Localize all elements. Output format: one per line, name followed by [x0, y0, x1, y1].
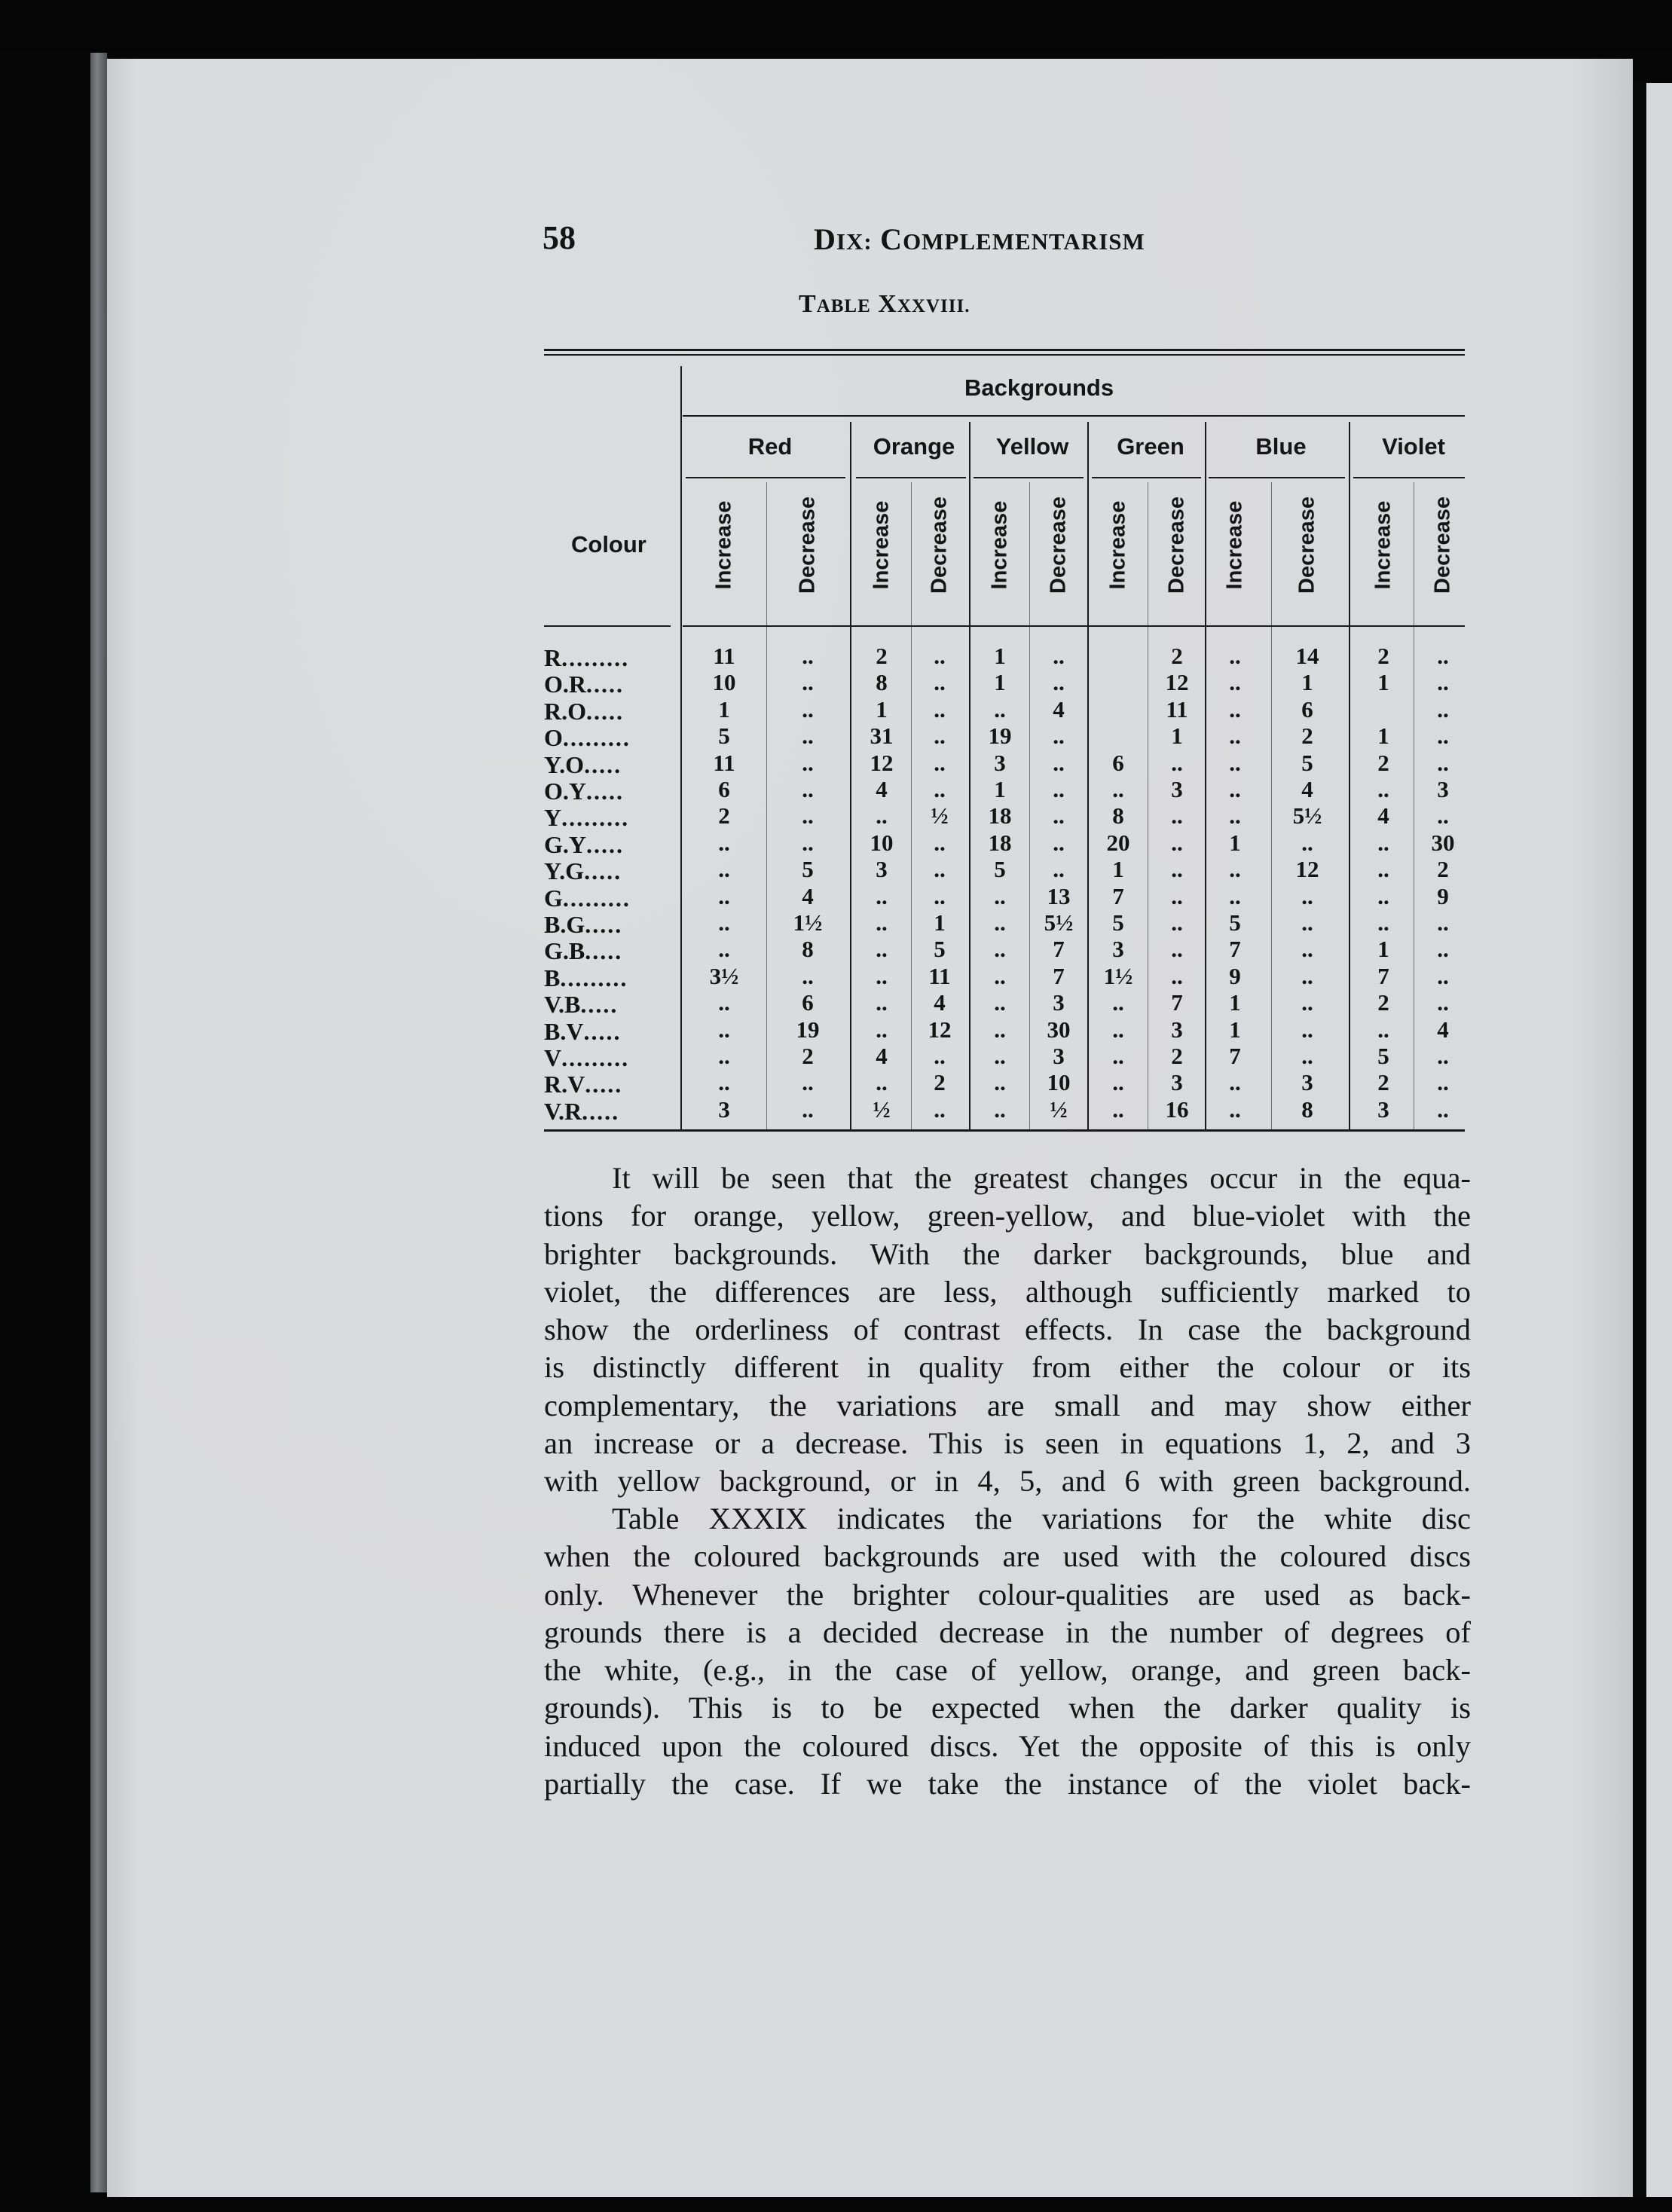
table-cell: 6 — [718, 776, 730, 802]
table-cell: 3 — [994, 749, 1006, 776]
table-cell: .. — [1301, 1016, 1313, 1043]
table-cell: 12 — [1165, 669, 1189, 696]
table-cell: .. — [876, 882, 888, 909]
table-cell: .. — [1437, 1043, 1449, 1069]
subheader-decrease: Decrease — [927, 496, 952, 594]
table-cell: .. — [1112, 1095, 1124, 1123]
book-page — [107, 59, 1633, 2197]
table-cell: 7 — [1171, 989, 1183, 1016]
table-cell: .. — [1053, 776, 1065, 802]
background-violet: Violet — [1382, 433, 1445, 460]
table-cell: 1 — [1112, 856, 1124, 883]
table-cell: .. — [1171, 829, 1183, 856]
table-cell: 4 — [934, 989, 946, 1016]
text-line: the white, (e.g., in the case of yellow, orange, and green back- — [544, 1653, 1471, 1688]
table-cell: 5 — [1301, 749, 1313, 776]
subheader-decrease: Decrease — [1295, 496, 1319, 594]
table-cell: .. — [1053, 643, 1065, 669]
table-cell: .. — [1437, 723, 1449, 750]
paragraph-1 — [544, 1159, 1471, 1501]
table-cell: .. — [1437, 802, 1449, 830]
table-cell: 12 — [1295, 856, 1319, 883]
row-label: O.Y..... — [544, 778, 624, 805]
row-label: Y......... — [544, 804, 630, 832]
table-cell: .. — [802, 643, 814, 669]
table-cell: 10 — [1047, 1069, 1071, 1096]
table-cell: .. — [1229, 1069, 1241, 1096]
table-cell: .. — [994, 1095, 1006, 1123]
table-cell: .. — [1171, 962, 1183, 989]
table-cell: .. — [1437, 989, 1449, 1016]
table-cell: 6 — [1112, 749, 1124, 776]
table-cell: 7 — [1229, 936, 1241, 963]
table-cell: .. — [1171, 909, 1183, 936]
table-cell: .. — [802, 802, 814, 830]
table-cell: .. — [802, 829, 814, 856]
row-label: B.V..... — [544, 1017, 622, 1045]
table-cell: .. — [1171, 936, 1183, 963]
table-cell: 3 — [1171, 1016, 1183, 1043]
table-cell: 3 — [1171, 776, 1183, 802]
table-cell: 4 — [802, 882, 814, 909]
table-cell: 7 — [1112, 882, 1124, 909]
running-title: DIX: COMPLEMENTARISM — [814, 222, 1145, 256]
table-cell: .. — [1229, 856, 1241, 883]
subheader-increase: Increase — [1222, 500, 1247, 590]
table-cell: 1 — [1229, 829, 1241, 856]
group-divider — [1349, 422, 1350, 1130]
table-cell: .. — [718, 1069, 730, 1096]
table-cell: .. — [718, 856, 730, 883]
table-cell: .. — [1112, 989, 1124, 1016]
table-cell: ½ — [931, 802, 949, 830]
row-label: B.G..... — [544, 911, 623, 938]
background-green: Green — [1117, 433, 1184, 460]
table-cell: 2 — [934, 1069, 946, 1096]
table-cell: 4 — [876, 1043, 888, 1069]
table-cell: .. — [718, 882, 730, 909]
table-cell: 3 — [1053, 989, 1065, 1016]
text-line: an increase or a decrease. This is seen in equations 1, 2, and 3 — [544, 1426, 1471, 1461]
table-cell: 11 — [713, 643, 735, 669]
table-cell: 30 — [1431, 829, 1455, 856]
text-line: only. Whenever the brighter colour-qualities are used as back- — [544, 1577, 1471, 1612]
table-bottom-rule — [544, 1129, 1465, 1132]
row-label: G.Y..... — [544, 830, 624, 858]
table-cell: .. — [1377, 829, 1389, 856]
table-cell: .. — [994, 882, 1006, 909]
table-cell: 10 — [870, 829, 894, 856]
table-cell: .. — [934, 669, 946, 696]
table-cell: 7 — [1053, 962, 1065, 989]
table-cell: .. — [994, 909, 1006, 936]
text-line: partially the case. If we take the instance of the violet back- — [544, 1767, 1471, 1801]
table-cell: 4 — [1301, 776, 1313, 802]
table-cell: .. — [802, 695, 814, 723]
subheader-increase: Increase — [1371, 500, 1395, 590]
subheader-increase: Increase — [1105, 500, 1130, 590]
table-cell: 3 — [718, 1095, 730, 1123]
subheader-decrease: Decrease — [1046, 496, 1071, 594]
table-cell: .. — [1437, 909, 1449, 936]
table-cell: .. — [802, 749, 814, 776]
table-cell: 4 — [1053, 695, 1065, 723]
table-cell: 5½ — [1044, 909, 1074, 936]
row-label: R.V..... — [544, 1071, 623, 1098]
table-cell: 11 — [713, 749, 735, 776]
row-label: V.R..... — [544, 1097, 620, 1125]
subheader-decrease: Decrease — [795, 496, 820, 594]
table-cell: 5 — [802, 856, 814, 883]
background-yellow: Yellow — [995, 433, 1069, 460]
table-cell: 1 — [1377, 936, 1389, 963]
table-cell: 1 — [994, 643, 1006, 669]
text-line: grounds there is a decided decrease in the number of degrees of — [544, 1615, 1471, 1649]
table-cell: 7 — [1229, 1043, 1241, 1069]
table-cell: .. — [1112, 1016, 1124, 1043]
table-cell: 1½ — [793, 909, 823, 936]
subheader-decrease: Decrease — [1430, 496, 1455, 594]
row-label: R.O..... — [544, 697, 624, 725]
text-line: induced upon the coloured discs. Yet the opposite of this is only — [544, 1728, 1471, 1763]
table-cell: .. — [1053, 749, 1065, 776]
group-header: Backgrounds — [964, 374, 1114, 401]
table-cell: .. — [934, 882, 946, 909]
table-cell: .. — [994, 1069, 1006, 1096]
subheader-underline — [683, 625, 1465, 627]
table-cell: 2 — [1377, 749, 1389, 776]
table-cell: ½ — [873, 1095, 891, 1123]
row-label: Y.O..... — [544, 750, 622, 778]
table-cell: .. — [802, 669, 814, 696]
table-cell: .. — [1301, 936, 1313, 963]
subheader-decrease: Decrease — [1164, 496, 1189, 594]
table-cell: .. — [1229, 882, 1241, 909]
table-cell: 9 — [1437, 882, 1449, 909]
table-cell: 3 — [1053, 1043, 1065, 1069]
table-cell: 5½ — [1292, 802, 1322, 830]
table-cell: 16 — [1165, 1095, 1189, 1123]
table-cell: 11 — [1166, 695, 1188, 723]
table-cell: .. — [1437, 669, 1449, 696]
table-cell: .. — [1301, 909, 1313, 936]
table-cell: .. — [802, 1095, 814, 1123]
table-cell: .. — [934, 856, 946, 883]
table-cell: .. — [718, 829, 730, 856]
table-cell: 3 — [1437, 776, 1449, 802]
text-line: complementary, the variations are small and may show either — [544, 1388, 1471, 1422]
table-cell: .. — [718, 1043, 730, 1069]
table-cell: 9 — [1229, 962, 1241, 989]
stub-underline — [544, 625, 671, 627]
table-cell: 7 — [1377, 962, 1389, 989]
table-cell: 2 — [1171, 1043, 1183, 1069]
group-name-underline — [686, 477, 845, 478]
page-number: 58 — [543, 219, 576, 256]
table-cell: 1 — [1171, 723, 1183, 750]
row-label: G......... — [544, 884, 631, 912]
table-cell: .. — [1053, 669, 1065, 696]
table-cell: .. — [876, 909, 888, 936]
table-cell: .. — [802, 1069, 814, 1096]
table-cell: 1½ — [1103, 962, 1133, 989]
table-cell: 5 — [718, 723, 730, 750]
table-cell: 6 — [802, 989, 814, 1016]
table-cell: .. — [1229, 695, 1241, 723]
table-cell: .. — [876, 989, 888, 1016]
table-cell: 2 — [1377, 1069, 1389, 1096]
table-cell: 1 — [934, 909, 946, 936]
paragraph-2 — [544, 1500, 1471, 1803]
row-label: G.B..... — [544, 937, 623, 965]
table-cell: 5 — [1112, 909, 1124, 936]
background-red: Red — [747, 433, 793, 460]
table-cell: .. — [1377, 856, 1389, 883]
table-cell: 14 — [1295, 643, 1319, 669]
table-cell: 2 — [1437, 856, 1449, 883]
table-cell: .. — [876, 962, 888, 989]
table-cell: 1 — [1229, 1016, 1241, 1043]
table-cell: .. — [1053, 856, 1065, 883]
table-cell: .. — [1301, 989, 1313, 1016]
table-cell: .. — [1301, 962, 1313, 989]
table-cell: .. — [1437, 695, 1449, 723]
table-cell: .. — [994, 989, 1006, 1016]
table-cell: .. — [802, 776, 814, 802]
table-cell: 4 — [1377, 802, 1389, 830]
table-cell: .. — [1437, 1069, 1449, 1096]
table-cell: .. — [1377, 909, 1389, 936]
row-label: R......... — [544, 644, 630, 671]
table-cell: 5 — [934, 936, 946, 963]
row-label: O.R..... — [544, 671, 624, 698]
table-cell: 10 — [712, 669, 736, 696]
table-cell: .. — [1229, 643, 1241, 669]
table-cell: .. — [1171, 856, 1183, 883]
table-cell: 20 — [1106, 829, 1130, 856]
table-cell: 2 — [1301, 723, 1313, 750]
text-line: It will be seen that the greatest changes occur in the equa- — [612, 1161, 1471, 1195]
table-cell: 4 — [1437, 1016, 1449, 1043]
subheader-increase: Increase — [711, 500, 736, 590]
table-cell: 8 — [1112, 802, 1124, 830]
table-cell: .. — [1053, 723, 1065, 750]
row-label: O......... — [544, 724, 631, 752]
table-cell: ½ — [1050, 1095, 1068, 1123]
table-cell: 3 — [1112, 936, 1124, 963]
table-cell: 2 — [718, 802, 730, 830]
table-cell: 4 — [876, 776, 888, 802]
table-cell: 1 — [1377, 723, 1389, 750]
table-cell: .. — [1229, 776, 1241, 802]
table-cell: 3 — [876, 856, 888, 883]
table-cell: .. — [1229, 1095, 1241, 1123]
table-cell: .. — [1229, 723, 1241, 750]
background-orange: Orange — [873, 433, 955, 460]
table-cell: 8 — [802, 936, 814, 963]
table-cell: .. — [1377, 1016, 1389, 1043]
text-line: grounds). This is to be expected when the darker quality is — [544, 1691, 1471, 1725]
table-cell: 8 — [1301, 1095, 1313, 1123]
table-cell: 19 — [988, 723, 1012, 750]
stub-divider — [680, 366, 682, 1130]
table-cell: 3 — [1301, 1069, 1313, 1096]
table-cell: .. — [876, 936, 888, 963]
text-line: with yellow background, or in 4, 5, and 6 with green background. — [544, 1464, 1471, 1499]
table-cell: .. — [934, 643, 946, 669]
text-line: show the orderliness of contrast effects. In case the background — [544, 1312, 1471, 1347]
table-cell: .. — [802, 723, 814, 750]
table-cell: 30 — [1047, 1016, 1071, 1043]
table-cell: .. — [1377, 882, 1389, 909]
table-cell: 1 — [1377, 669, 1389, 696]
table-cell: 3 — [1377, 1095, 1389, 1123]
facing-page-edge — [1646, 83, 1672, 2212]
page-gutter — [1633, 83, 1646, 2212]
table-cell: .. — [1437, 936, 1449, 963]
table-cell: .. — [1171, 802, 1183, 830]
table-cell: 12 — [928, 1016, 952, 1043]
running-head — [543, 218, 1466, 271]
table-cell: .. — [1229, 749, 1241, 776]
subheader-increase: Increase — [869, 500, 894, 590]
table-cell: .. — [1112, 776, 1124, 802]
table-cell: 1 — [994, 669, 1006, 696]
table-cell: .. — [1301, 829, 1313, 856]
table-cell: .. — [1171, 749, 1183, 776]
table-cell: 6 — [1301, 695, 1313, 723]
table-cell: 2 — [1377, 989, 1389, 1016]
table-cell: .. — [802, 962, 814, 989]
table-cell: 13 — [1047, 882, 1071, 909]
table-cell: .. — [718, 989, 730, 1016]
book-binding — [90, 53, 107, 2192]
table-cell: .. — [1437, 749, 1449, 776]
subheader-increase: Increase — [987, 500, 1012, 590]
table-cell: 18 — [988, 802, 1012, 830]
table-cell: .. — [934, 723, 946, 750]
background-blue: Blue — [1255, 433, 1307, 460]
table-cell: .. — [994, 1043, 1006, 1069]
table-cell: 12 — [870, 749, 894, 776]
table-top-rule-2 — [544, 354, 1465, 356]
table-cell: 1 — [1301, 669, 1313, 696]
table-cell: .. — [718, 1016, 730, 1043]
table-cell: 5 — [994, 856, 1006, 883]
table-cell: .. — [934, 695, 946, 723]
row-header: Colour — [571, 531, 646, 558]
group-underline — [683, 415, 1465, 417]
text-line: tions for orange, yellow, green-yellow, and blue-violet with the — [544, 1199, 1471, 1233]
table-cell: .. — [1437, 962, 1449, 989]
table-cell: .. — [876, 1016, 888, 1043]
table-cell: .. — [1229, 802, 1241, 830]
table-cell: .. — [1377, 776, 1389, 802]
text-line: brighter backgrounds. With the darker backgrounds, blue and — [544, 1236, 1471, 1271]
table-cell: .. — [876, 1069, 888, 1096]
table-cell: 11 — [928, 962, 951, 989]
table-cell: .. — [934, 776, 946, 802]
table-cell: .. — [934, 1043, 946, 1069]
table-cell: 5 — [1229, 909, 1241, 936]
text-line: when the coloured backgrounds are used with the coloured discs — [544, 1539, 1471, 1574]
table-cell: 2 — [1377, 643, 1389, 669]
table-cell: .. — [1301, 1043, 1313, 1069]
table-cell: .. — [994, 936, 1006, 963]
table-cell: .. — [1112, 1043, 1124, 1069]
table-cell: .. — [1053, 829, 1065, 856]
scan-border-bottom — [0, 2197, 1672, 2212]
row-label: B......... — [544, 964, 628, 991]
row-label: Y.G..... — [544, 857, 622, 885]
table-cell: .. — [934, 749, 946, 776]
table-cell: 3 — [1171, 1069, 1183, 1096]
table-cell: 31 — [870, 723, 894, 750]
table-cell: .. — [934, 829, 946, 856]
table-cell: .. — [1229, 669, 1241, 696]
table-cell: .. — [1301, 882, 1313, 909]
table-cell: 1 — [876, 695, 888, 723]
row-label: V......... — [544, 1044, 630, 1071]
table-cell: .. — [1171, 882, 1183, 909]
table-cell: .. — [718, 909, 730, 936]
table-cell: 19 — [796, 1016, 820, 1043]
text-line: is distinctly different in quality from either the colour or its — [544, 1350, 1471, 1385]
table-cell: .. — [994, 695, 1006, 723]
column-divider — [1271, 482, 1272, 1130]
table-top-rule — [544, 349, 1465, 351]
row-label: V.B..... — [544, 991, 619, 1019]
table-cell: .. — [718, 936, 730, 963]
table-cell: 7 — [1053, 936, 1065, 963]
table-title: TABLE XXXVIII. — [799, 290, 970, 318]
table-cell: .. — [934, 1095, 946, 1123]
table-cell: 2 — [1171, 643, 1183, 669]
text-line: Table XXXIX indicates the variations for the white disc — [612, 1502, 1471, 1535]
table-cell: 8 — [876, 669, 888, 696]
table-cell: 1 — [994, 776, 1006, 802]
table-cell: 18 — [988, 829, 1012, 856]
table-cell: 1 — [718, 695, 730, 723]
table-cell: .. — [876, 802, 888, 830]
table-cell: .. — [1053, 802, 1065, 830]
table-cell: .. — [994, 1016, 1006, 1043]
table-cell: 1 — [1229, 989, 1241, 1016]
column-divider — [766, 482, 767, 1130]
table-cell: 5 — [1377, 1043, 1389, 1069]
table-cell: 3½ — [709, 962, 739, 989]
table-cell: .. — [1437, 1095, 1449, 1123]
table-cell: .. — [994, 962, 1006, 989]
table-cell: 2 — [802, 1043, 814, 1069]
text-line: violet, the differences are less, although sufficiently marked to — [544, 1274, 1471, 1309]
table-cell: .. — [1112, 1069, 1124, 1096]
scan-border-top — [0, 0, 1672, 53]
table-cell: 2 — [876, 643, 888, 669]
table-cell: .. — [1437, 643, 1449, 669]
